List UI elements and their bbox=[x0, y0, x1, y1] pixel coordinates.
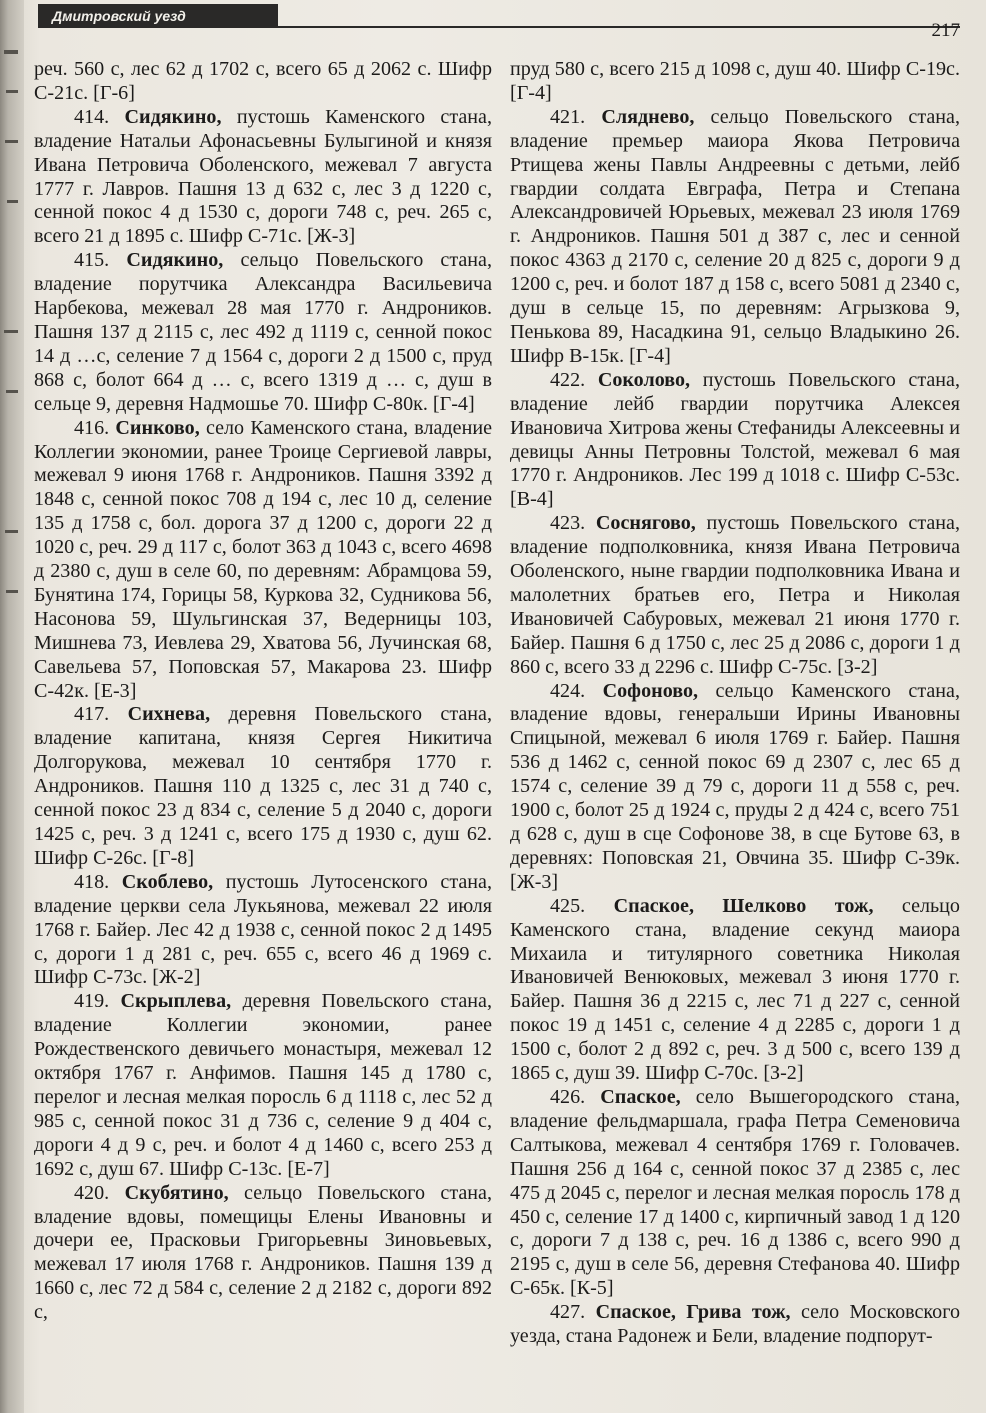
entry-418 bbox=[34, 871, 492, 991]
place-name: Спаское, Грива тож, bbox=[595, 1301, 791, 1324]
entry-number: 416. bbox=[74, 416, 110, 439]
place-name: Соколово, bbox=[597, 368, 691, 391]
entry-number: 424. bbox=[550, 679, 586, 702]
entry-text: пустошь Каменского стана, владение Натальи Афонасьевны Булыгиной и князя Ивана Петровича Оболенского, межевал 7 августа 1777 г. Лавров. Пашня 13 д 632 с, лес 3 д 1220 с, сенной покос 4 д 1530 с, дороги 748 с, реч. 265 с, всего 21 д 1895 с. Шифр С-71с. [Ж-3] bbox=[34, 105, 492, 248]
page-number: 217 bbox=[931, 20, 960, 41]
entry-text: село Каменского стана, владение Коллегии экономии, ранее Троице Сергиевой лавры, межевал 9 июня 1768 г. Андроников. Пашня 3392 д 1848 с, сенной покос 708 д 194 с, лес 10 д, селение 135 д 1758 с, бол. дорога 37 д 1200 с, дороги 22 д 1020 с, реч. 29 д 117 с, болот 363 д 1043 с, всего 4698 д 2380 с, душ в селе 60, по деревням: Абрамцова 59, Бунятина 174, Горицы 58, Куркова 32, Судникова 56, Насонова 59, Шульгинская 37, Ведерницы 103, Мишнева 73, Иевлева 29, Хватова 56, Лучинская 68, Савельева 57, Поповская 57, Макарова 23. Шифр С-42к. [Е-3] bbox=[34, 416, 493, 702]
entry-text: сельцо Каменского стана, владение вдовы, генеральши Ирины Ивановны Спицыной, межевал 6 июля 1769 г. Байер. Пашня 536 д 1462 с, сенной покос 69 д 2307 с, лес 65 д 1574 с, селение 39 д 79 с, дороги 11 д 558 с, реч. 1900 с, болот 25 д 1924 с, пруды 2 д 424 с, всего 751 д 628 с, душ в сце Софонове 38, в сце Бутове 63, в деревнях: Поповская 21, Овчина 35. Шифр С-39к. [Ж-3] bbox=[510, 679, 960, 893]
entry-number: 419. bbox=[74, 990, 110, 1013]
entry-424 bbox=[510, 680, 960, 895]
entry-text: пустошь Лутосенского стана, владение церкви села Лукьянова, межевал 22 июля 1768 г. Байер. Лес 42 д 1938 с, сенной покос 2 д 1495 с, дороги 1 д 281 с, реч. 655 с, всего 46 д 1969 с. Шифр С-73с. [Ж-2] bbox=[34, 870, 492, 989]
entry-text: сельцо Каменского стана, владение секунд маиора Михаила и титулярного советника Николая Ивановичей Венюковых, межевал 3 июня 1770 г. Байер. Пашня 36 д 2215 с, лес 71 д 227 с, сенной покос 19 д 1451 с, селение 4 д 2285 с, дороги 1 д 1500 с, болот 2 д 892 с, реч. 3 д 500 с, всего 139 д 1865 с, душ 39. Шифр С-70с. [З-2] bbox=[510, 894, 960, 1085]
entry-text: село Вышегородского стана, владение фельдмаршала, графа Петра Семеновича Салтыкова, межевал 4 сентября 1769 г. Головачев. Пашня 256 д 164 с, сенной покос 37 д 2385 с, лес 475 д 2045 с, перелог и лесная мелкая поросль 178 д 450 с, селение 17 д 1400 с, кирпичный завод 1 д 120 с, дороги 7 д 138 с, реч. 16 д 1386 с, всего 990 д 2195 с, душ в селе 56, деревня Стефанова 40. Шифр С-65к. [К-5] bbox=[510, 1085, 960, 1300]
entry-text: сельцо Повельского стана, владение премьер маиора Якова Петровича Ртищева жены Павлы Андреевны с детьми, лейб гвардии солдата Евграфа, Петра и Степана Александровичей Юрьевых, межевал 23 июля 1769 г. Андроников. Пашня 501 д 387 с, лес и сенной покос 4363 д 2170 с, селение 20 д 825 с, дороги 9 д 1200 с, реч. и болот 187 д 158 с, всего 5081 д 2340 с, душ в сельце 15, по деревням: Агрызкова 9, Пенькова 89, Насадкина 91, сельцо Владыкино 26. Шифр В-15к. [Г-4] bbox=[510, 105, 960, 367]
entry-416 bbox=[34, 417, 492, 704]
entry-422 bbox=[510, 369, 960, 512]
entry-number: 421. bbox=[550, 105, 586, 128]
place-name: Скубятино, bbox=[124, 1181, 229, 1204]
place-name: Сидякино, bbox=[124, 105, 222, 128]
right-column bbox=[510, 58, 960, 1349]
entry-number: 415. bbox=[74, 249, 110, 272]
header-rule bbox=[278, 26, 960, 28]
entry-number: 414. bbox=[74, 105, 110, 128]
place-name: Скрыплева, bbox=[120, 990, 232, 1013]
place-name: Сихнева, bbox=[127, 703, 211, 726]
entry-427 bbox=[510, 1301, 960, 1349]
entry-number: 417. bbox=[74, 703, 110, 726]
entry-415 bbox=[34, 249, 492, 416]
place-name: Соснягово, bbox=[595, 512, 696, 535]
entry-number: 420. bbox=[74, 1181, 110, 1204]
entry-text: деревня Повельского стана, владение капитана, князя Сергея Никитича Долгорукова, межевал 10 сентября 1770 г. Андроников. Пашня 110 д 1325 с, лес 31 д 740 с, сенной покос 23 д 834 с, селение 5 д 2040 с, дороги 1425 с, реч. 3 д 1241 с, всего 175 д 1930 с, душ 62. Шифр С-26с. [Г-8] bbox=[34, 703, 492, 869]
entry-419 bbox=[34, 990, 492, 1181]
entry-text: село Московского уезда, стана Радонеж и Бели, владение подпорут- bbox=[510, 1301, 960, 1348]
entry-414 bbox=[34, 106, 492, 249]
entry-text: сельцо Повельского стана, владение порутчика Александра Васильевича Нарбекова, межевал 28 мая 1770 г. Андроников. Пашня 137 д 2115 с, лес 492 д 1119 с, сенной покос 14 д …с, селение 7 д 1564 с, дороги 2 д 1500 с, пруд 868 с, болот 664 д … с, всего 1319 д … с, душ в сельце 9, деревня Надмошье 70. Шифр С-80к. [Г-4] bbox=[34, 249, 492, 415]
entry-423 bbox=[510, 512, 960, 679]
place-name: Спаское, bbox=[600, 1085, 681, 1108]
place-name: Спаское, Шелково тож, bbox=[613, 894, 874, 917]
entry-number: 427. bbox=[550, 1301, 586, 1324]
left-column bbox=[34, 58, 492, 1325]
entry-420 bbox=[34, 1182, 492, 1325]
facing-page-scraps bbox=[2, 30, 24, 670]
entry-417 bbox=[34, 703, 492, 870]
entry-text: пустошь Повельского стана, владение лейб гвардии порутчика Алексея Ивановича Хитрова жены Стефаниды Алексеевны и девицы Анны Петровны Толстой, межевал 6 мая 1770 г. Андроников. Лес 199 д 1018 с. Шифр С-53с. [В-4] bbox=[510, 368, 960, 511]
entry-421 bbox=[510, 106, 960, 369]
entry-number: 423. bbox=[550, 512, 586, 535]
entry-text: сельцо Повельского стана, владение вдовы, помещицы Елены Ивановны и дочери ее, Прасковьи Григорьевны Зиновьевых, межевал 17 июля 1768 г. Андроников. Пашня 139 д 1660 с, лес 72 д 584 с, селение 2 д 2182 с, дороги 892 с, bbox=[34, 1181, 492, 1324]
place-name: Скоблево, bbox=[121, 870, 214, 893]
entry-text: деревня Повельского стана, владение Коллегии экономии, ранее Рождественского девичьего монастыря, межевал 12 октября 1767 г. Анфимов. Пашня 145 д 1780 с, перелог и лесная мелкая поросль 6 д 1118 с, лес 52 д 985 с, сенной покос 31 д 736 с, селение 9 д 404 с, дороги 4 д 9 с, реч. и болот 4 д 1460 с, всего 253 д 1692 с, душ 67. Шифр С-13с. [Е-7] bbox=[34, 990, 492, 1180]
entry-426 bbox=[510, 1086, 960, 1301]
entry-number: 422. bbox=[550, 368, 586, 391]
place-name: Сидякино, bbox=[126, 249, 224, 272]
left-continuation: реч. 560 с, лес 62 д 1702 с, всего 65 д 2062 с. Шифр С-21с. [Г-6] bbox=[34, 58, 492, 104]
entry-number: 425. bbox=[550, 894, 586, 917]
entry-number: 418. bbox=[74, 870, 110, 893]
entry-425 bbox=[510, 895, 960, 1086]
running-header: Дмитровский уезд bbox=[38, 4, 278, 28]
place-name: Сляднево, bbox=[601, 105, 695, 128]
entry-number: 426. bbox=[550, 1085, 586, 1108]
entry-text: пустошь Повельского стана, владение подполковника, князя Ивана Петровича Оболенского, ныне гвардии подполковника Ивана и малолетних братьев его, Петра и Николая Ивановичей Сабуровых, межевал 21 июня 1770 г. Байер. Пашня 6 д 1750 с, лес 25 д 2086 с, дороги 1 д 860 с, всего 33 д 2296 с. Шифр С-75с. [З-2] bbox=[510, 512, 960, 678]
right-continuation: пруд 580 с, всего 215 д 1098 с, душ 40. Шифр С-19с. [Г-4] bbox=[510, 58, 960, 104]
place-name: Софоново, bbox=[602, 679, 699, 702]
place-name: Синково, bbox=[115, 416, 200, 439]
